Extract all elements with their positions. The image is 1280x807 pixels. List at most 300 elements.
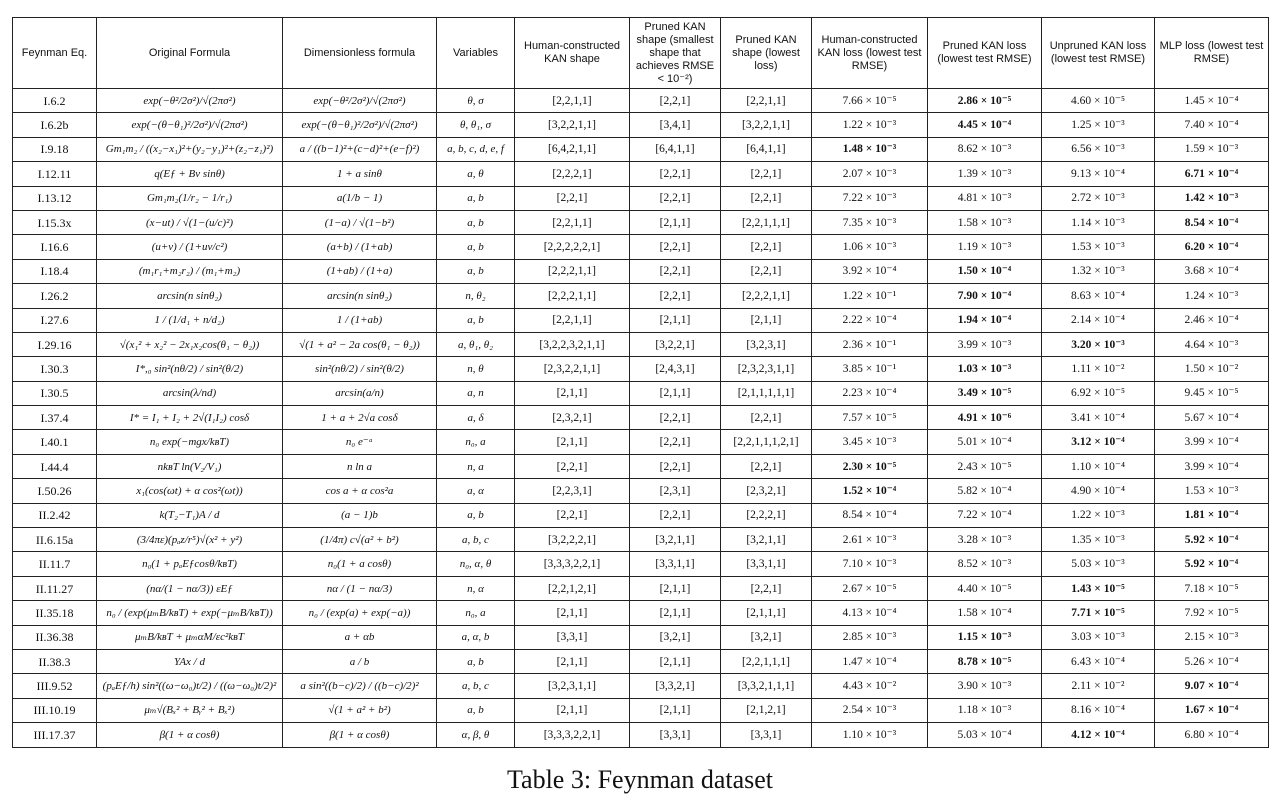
original-formula-cell: (m₁r₁+m₂r₂) / (m₁+m₂) — [97, 259, 283, 283]
feynman-eq-cell: II.35.18 — [13, 601, 97, 625]
pruned-kan-shape-lowest-cell: [2,2,1] — [721, 259, 812, 283]
feynman-eq-cell: I.26.2 — [13, 284, 97, 308]
pruned-kan-shape-lowest-cell: [2,3,2,1] — [721, 479, 812, 503]
original-formula-cell: μₘB/kʙT + μₘαM/εc²kʙT — [97, 625, 283, 649]
dimensionless-formula-cell: (1/4π) c√(a² + b²) — [283, 528, 437, 552]
dimensionless-formula-cell: 1 + a + 2√a cosδ — [283, 406, 437, 430]
pruned-kan-shape-lowest-cell: [2,2,2,1] — [721, 503, 812, 527]
feynman-eq-cell: III.17.37 — [13, 723, 97, 747]
unpruned-kan-loss-cell: 3.03 × 10⁻³ — [1042, 625, 1155, 649]
pruned-kan-shape-smallest-cell: [2,2,1] — [630, 89, 721, 113]
original-formula-cell: exp(−θ²/2σ²)/√(2πσ²) — [97, 89, 283, 113]
human-kan-shape-cell: [2,2,1] — [515, 503, 630, 527]
unpruned-kan-loss-cell: 5.03 × 10⁻³ — [1042, 552, 1155, 576]
pruned-kan-loss-cell: 1.15 × 10⁻³ — [928, 625, 1042, 649]
pruned-kan-loss-cell: 1.58 × 10⁻³ — [928, 210, 1042, 234]
feynman-eq-cell: II.11.27 — [13, 576, 97, 600]
original-formula-cell: (x−ut) / √(1−(u/c)²) — [97, 210, 283, 234]
mlp-loss-cell: 5.92 × 10⁻⁴ — [1155, 528, 1269, 552]
dimensionless-formula-cell: (1−a) / √(1−b²) — [283, 210, 437, 234]
table-caption: Table 3: Feynman dataset — [506, 765, 774, 794]
human-kan-loss-cell: 1.52 × 10⁻⁴ — [812, 479, 928, 503]
human-kan-shape-cell: [2,3,2,1] — [515, 406, 630, 430]
dimensionless-formula-cell: (a − 1)b — [283, 503, 437, 527]
pruned-kan-shape-smallest-cell: [6,4,1,1] — [630, 137, 721, 161]
dimensionless-formula-cell: 1 / (1+ab) — [283, 308, 437, 332]
table-row — [13, 235, 1269, 259]
unpruned-kan-loss-cell: 1.53 × 10⁻³ — [1042, 235, 1155, 259]
pruned-kan-shape-lowest-cell: [3,3,1] — [721, 723, 812, 747]
original-formula-cell: YAx / d — [97, 649, 283, 673]
table-row — [13, 284, 1269, 308]
human-kan-shape-cell: [2,2,1,1] — [515, 210, 630, 234]
header-pruned-kan-shape-smallest: Pruned KAN shape (smallest shape that achieves RMSE < 10⁻²) — [630, 18, 721, 89]
mlp-loss-cell: 1.24 × 10⁻³ — [1155, 284, 1269, 308]
feynman-eq-cell: II.2.42 — [13, 503, 97, 527]
unpruned-kan-loss-cell: 4.90 × 10⁻⁴ — [1042, 479, 1155, 503]
human-kan-loss-cell: 7.10 × 10⁻³ — [812, 552, 928, 576]
table-row — [13, 601, 1269, 625]
pruned-kan-loss-cell: 2.43 × 10⁻⁵ — [928, 454, 1042, 478]
original-formula-cell: (3/4πε)(pₐz/r⁵)√(x² + y²) — [97, 528, 283, 552]
unpruned-kan-loss-cell: 1.22 × 10⁻³ — [1042, 503, 1155, 527]
human-kan-shape-cell: [3,2,2,1,1] — [515, 113, 630, 137]
feynman-eq-cell: I.40.1 — [13, 430, 97, 454]
human-kan-shape-cell: [2,1,1] — [515, 601, 630, 625]
table-row — [13, 674, 1269, 698]
human-kan-loss-cell: 2.54 × 10⁻³ — [812, 698, 928, 722]
table-container — [12, 17, 1268, 748]
dimensionless-formula-cell: exp(−(θ−θ₁)²/2σ²)/√(2πσ²) — [283, 113, 437, 137]
unpruned-kan-loss-cell: 6.56 × 10⁻³ — [1042, 137, 1155, 161]
human-kan-loss-cell: 2.30 × 10⁻⁵ — [812, 454, 928, 478]
feynman-eq-cell: I.12.11 — [13, 162, 97, 186]
variables-cell: a, δ — [437, 406, 515, 430]
pruned-kan-shape-smallest-cell: [2,2,1] — [630, 430, 721, 454]
header-pruned-kan-shape-lowest: Pruned KAN shape (lowest loss) — [721, 18, 812, 89]
feynman-eq-cell: I.30.3 — [13, 357, 97, 381]
table-row — [13, 137, 1269, 161]
unpruned-kan-loss-cell: 1.35 × 10⁻³ — [1042, 528, 1155, 552]
variables-cell: a, n — [437, 381, 515, 405]
unpruned-kan-loss-cell: 2.72 × 10⁻³ — [1042, 186, 1155, 210]
original-formula-cell: β(1 + α cosθ) — [97, 723, 283, 747]
pruned-kan-loss-cell: 1.39 × 10⁻³ — [928, 162, 1042, 186]
pruned-kan-shape-smallest-cell: [3,3,1] — [630, 723, 721, 747]
feynman-eq-cell: I.50.26 — [13, 479, 97, 503]
table-row — [13, 576, 1269, 600]
human-kan-loss-cell: 2.22 × 10⁻⁴ — [812, 308, 928, 332]
variables-cell: a, b — [437, 698, 515, 722]
dimensionless-formula-cell: n₀ e⁻ᵃ — [283, 430, 437, 454]
mlp-loss-cell: 4.64 × 10⁻³ — [1155, 332, 1269, 356]
human-kan-shape-cell: [2,2,2,1,1] — [515, 259, 630, 283]
pruned-kan-shape-smallest-cell: [3,2,1] — [630, 625, 721, 649]
mlp-loss-cell: 1.50 × 10⁻² — [1155, 357, 1269, 381]
feynman-eq-cell: I.27.6 — [13, 308, 97, 332]
table-row — [13, 162, 1269, 186]
unpruned-kan-loss-cell: 8.16 × 10⁻⁴ — [1042, 698, 1155, 722]
dimensionless-formula-cell: exp(−θ²/2σ²)/√(2πσ²) — [283, 89, 437, 113]
pruned-kan-shape-smallest-cell: [2,1,1] — [630, 381, 721, 405]
pruned-kan-shape-smallest-cell: [2,2,1] — [630, 503, 721, 527]
pruned-kan-loss-cell: 7.22 × 10⁻⁴ — [928, 503, 1042, 527]
table-row — [13, 430, 1269, 454]
human-kan-loss-cell: 2.36 × 10⁻¹ — [812, 332, 928, 356]
unpruned-kan-loss-cell: 9.13 × 10⁻⁴ — [1042, 162, 1155, 186]
human-kan-loss-cell: 1.10 × 10⁻³ — [812, 723, 928, 747]
variables-cell: n₀, a — [437, 601, 515, 625]
mlp-loss-cell: 1.67 × 10⁻⁴ — [1155, 698, 1269, 722]
variables-cell: n, θ₂ — [437, 284, 515, 308]
header-pruned-kan-loss: Pruned KAN loss (lowest test RMSE) — [928, 18, 1042, 89]
human-kan-loss-cell: 2.07 × 10⁻³ — [812, 162, 928, 186]
table-row — [13, 454, 1269, 478]
table-body — [13, 89, 1269, 748]
human-kan-shape-cell: [2,1,1] — [515, 430, 630, 454]
unpruned-kan-loss-cell: 6.43 × 10⁻⁴ — [1042, 649, 1155, 673]
original-formula-cell: n₀ / (exp(μₘB/kʙT) + exp(−μₘB/kʙT)) — [97, 601, 283, 625]
mlp-loss-cell: 6.80 × 10⁻⁴ — [1155, 723, 1269, 747]
table-row — [13, 210, 1269, 234]
pruned-kan-loss-cell: 4.40 × 10⁻⁵ — [928, 576, 1042, 600]
dimensionless-formula-cell: n₀(1 + a cosθ) — [283, 552, 437, 576]
pruned-kan-shape-lowest-cell: [2,2,1] — [721, 186, 812, 210]
table-row — [13, 381, 1269, 405]
dimensionless-formula-cell: a sin²((b−c)/2) / ((b−c)/2)² — [283, 674, 437, 698]
human-kan-shape-cell: [3,2,2,3,2,1,1] — [515, 332, 630, 356]
human-kan-loss-cell: 2.23 × 10⁻⁴ — [812, 381, 928, 405]
feynman-eq-cell: II.11.7 — [13, 552, 97, 576]
original-formula-cell: arcsin(n sinθ₂) — [97, 284, 283, 308]
header-unpruned-kan-loss: Unpruned KAN loss (lowest test RMSE) — [1042, 18, 1155, 89]
pruned-kan-shape-smallest-cell: [2,2,1] — [630, 284, 721, 308]
unpruned-kan-loss-cell: 2.14 × 10⁻⁴ — [1042, 308, 1155, 332]
pruned-kan-loss-cell: 5.82 × 10⁻⁴ — [928, 479, 1042, 503]
human-kan-shape-cell: [2,2,1,1] — [515, 308, 630, 332]
feynman-eq-cell: II.38.3 — [13, 649, 97, 673]
human-kan-shape-cell: [3,3,1] — [515, 625, 630, 649]
mlp-loss-cell: 6.71 × 10⁻⁴ — [1155, 162, 1269, 186]
original-formula-cell: (nα/(1 − nα/3)) εEƒ — [97, 576, 283, 600]
human-kan-loss-cell: 1.06 × 10⁻³ — [812, 235, 928, 259]
variables-cell: a, α — [437, 479, 515, 503]
feynman-eq-cell: I.16.6 — [13, 235, 97, 259]
human-kan-shape-cell: [2,2,2,1] — [515, 162, 630, 186]
human-kan-loss-cell: 2.85 × 10⁻³ — [812, 625, 928, 649]
mlp-loss-cell: 5.92 × 10⁻⁴ — [1155, 552, 1269, 576]
human-kan-shape-cell: [2,1,1] — [515, 649, 630, 673]
human-kan-shape-cell: [2,1,1] — [515, 698, 630, 722]
unpruned-kan-loss-cell: 7.71 × 10⁻⁵ — [1042, 601, 1155, 625]
dimensionless-formula-cell: a / ((b−1)²+(c−d)²+(e−f)²) — [283, 137, 437, 161]
mlp-loss-cell: 2.46 × 10⁻⁴ — [1155, 308, 1269, 332]
pruned-kan-loss-cell: 1.19 × 10⁻³ — [928, 235, 1042, 259]
human-kan-loss-cell: 1.48 × 10⁻³ — [812, 137, 928, 161]
original-formula-cell: q(Eƒ + Bv sinθ) — [97, 162, 283, 186]
pruned-kan-loss-cell: 2.86 × 10⁻⁵ — [928, 89, 1042, 113]
dimensionless-formula-cell: nα / (1 − nα/3) — [283, 576, 437, 600]
pruned-kan-shape-smallest-cell: [2,2,1] — [630, 259, 721, 283]
pruned-kan-shape-smallest-cell: [3,3,1,1] — [630, 552, 721, 576]
header-row — [13, 18, 1269, 89]
unpruned-kan-loss-cell: 6.92 × 10⁻⁵ — [1042, 381, 1155, 405]
variables-cell: a, b — [437, 649, 515, 673]
feynman-eq-cell: II.6.15a — [13, 528, 97, 552]
variables-cell: a, b — [437, 259, 515, 283]
human-kan-loss-cell: 4.43 × 10⁻² — [812, 674, 928, 698]
human-kan-shape-cell: [2,2,3,1] — [515, 479, 630, 503]
pruned-kan-loss-cell: 8.62 × 10⁻³ — [928, 137, 1042, 161]
header-variables: Variables — [437, 18, 515, 89]
unpruned-kan-loss-cell: 1.32 × 10⁻³ — [1042, 259, 1155, 283]
original-formula-cell: I*,₀ sin²(nθ/2) / sin²(θ/2) — [97, 357, 283, 381]
dimensionless-formula-cell: (1+ab) / (1+a) — [283, 259, 437, 283]
original-formula-cell: exp(−(θ−θ₁)²/2σ²)/√(2πσ²) — [97, 113, 283, 137]
table-row — [13, 552, 1269, 576]
pruned-kan-loss-cell: 4.91 × 10⁻⁶ — [928, 406, 1042, 430]
human-kan-loss-cell: 1.22 × 10⁻³ — [812, 113, 928, 137]
pruned-kan-loss-cell: 5.03 × 10⁻⁴ — [928, 723, 1042, 747]
variables-cell: a, b — [437, 210, 515, 234]
original-formula-cell: n₀ exp(−mgx/kʙT) — [97, 430, 283, 454]
header-original-formula: Original Formula — [97, 18, 283, 89]
variables-cell: a, θ — [437, 162, 515, 186]
mlp-loss-cell: 3.99 × 10⁻⁴ — [1155, 454, 1269, 478]
pruned-kan-shape-lowest-cell: [2,2,2,1,1] — [721, 284, 812, 308]
unpruned-kan-loss-cell: 8.63 × 10⁻⁴ — [1042, 284, 1155, 308]
human-kan-loss-cell: 7.57 × 10⁻⁵ — [812, 406, 928, 430]
pruned-kan-loss-cell: 4.81 × 10⁻³ — [928, 186, 1042, 210]
pruned-kan-shape-lowest-cell: [6,4,1,1] — [721, 137, 812, 161]
pruned-kan-shape-lowest-cell: [2,2,1] — [721, 162, 812, 186]
human-kan-loss-cell: 8.54 × 10⁻⁴ — [812, 503, 928, 527]
pruned-kan-shape-smallest-cell: [2,1,1] — [630, 210, 721, 234]
pruned-kan-loss-cell: 8.78 × 10⁻⁵ — [928, 649, 1042, 673]
human-kan-loss-cell: 2.67 × 10⁻⁵ — [812, 576, 928, 600]
dimensionless-formula-cell: cos a + α cos²a — [283, 479, 437, 503]
original-formula-cell: n₀(1 + pₐEƒcosθ/kʙT) — [97, 552, 283, 576]
pruned-kan-shape-lowest-cell: [3,2,1] — [721, 625, 812, 649]
mlp-loss-cell: 1.59 × 10⁻³ — [1155, 137, 1269, 161]
unpruned-kan-loss-cell: 4.12 × 10⁻⁴ — [1042, 723, 1155, 747]
pruned-kan-loss-cell: 1.03 × 10⁻³ — [928, 357, 1042, 381]
pruned-kan-loss-cell: 5.01 × 10⁻⁴ — [928, 430, 1042, 454]
variables-cell: α, β, θ — [437, 723, 515, 747]
human-kan-loss-cell: 7.66 × 10⁻⁵ — [812, 89, 928, 113]
dimensionless-formula-cell: β(1 + α cosθ) — [283, 723, 437, 747]
feynman-table — [12, 17, 1269, 748]
pruned-kan-loss-cell: 1.18 × 10⁻³ — [928, 698, 1042, 722]
pruned-kan-loss-cell: 4.45 × 10⁻⁴ — [928, 113, 1042, 137]
original-formula-cell: Gm₁m₂(1/r₂ − 1/r₁) — [97, 186, 283, 210]
table-row — [13, 89, 1269, 113]
feynman-eq-cell: I.6.2 — [13, 89, 97, 113]
mlp-loss-cell: 1.45 × 10⁻⁴ — [1155, 89, 1269, 113]
variables-cell: a, b, c — [437, 674, 515, 698]
pruned-kan-loss-cell: 1.58 × 10⁻⁴ — [928, 601, 1042, 625]
feynman-eq-cell: I.44.4 — [13, 454, 97, 478]
mlp-loss-cell: 5.67 × 10⁻⁴ — [1155, 406, 1269, 430]
pruned-kan-shape-smallest-cell: [2,1,1] — [630, 698, 721, 722]
pruned-kan-shape-lowest-cell: [3,2,3,1] — [721, 332, 812, 356]
pruned-kan-loss-cell: 3.99 × 10⁻³ — [928, 332, 1042, 356]
dimensionless-formula-cell: a + αb — [283, 625, 437, 649]
pruned-kan-shape-smallest-cell: [2,2,1] — [630, 235, 721, 259]
human-kan-loss-cell: 4.13 × 10⁻⁴ — [812, 601, 928, 625]
table-row — [13, 357, 1269, 381]
pruned-kan-shape-smallest-cell: [2,1,1] — [630, 649, 721, 673]
variables-cell: a, α, b — [437, 625, 515, 649]
original-formula-cell: x₁(cos(ωt) + α cos²(ωt)) — [97, 479, 283, 503]
human-kan-loss-cell: 3.92 × 10⁻⁴ — [812, 259, 928, 283]
human-kan-loss-cell: 3.45 × 10⁻³ — [812, 430, 928, 454]
mlp-loss-cell: 9.07 × 10⁻⁴ — [1155, 674, 1269, 698]
unpruned-kan-loss-cell: 1.10 × 10⁻⁴ — [1042, 454, 1155, 478]
header-mlp-loss: MLP loss (lowest test RMSE) — [1155, 18, 1269, 89]
dimensionless-formula-cell: √(1 + a² + b²) — [283, 698, 437, 722]
pruned-kan-loss-cell: 1.50 × 10⁻⁴ — [928, 259, 1042, 283]
table-row — [13, 259, 1269, 283]
dimensionless-formula-cell: (a+b) / (1+ab) — [283, 235, 437, 259]
header-human-kan-loss: Human-constructed KAN loss (lowest test RMSE) — [812, 18, 928, 89]
dimensionless-formula-cell: 1 + a sinθ — [283, 162, 437, 186]
variables-cell: a, b, c — [437, 528, 515, 552]
unpruned-kan-loss-cell: 1.25 × 10⁻³ — [1042, 113, 1155, 137]
header-human-kan-shape: Human-constructed KAN shape — [515, 18, 630, 89]
pruned-kan-shape-lowest-cell: [2,2,1] — [721, 454, 812, 478]
table-row — [13, 649, 1269, 673]
feynman-eq-cell: I.9.18 — [13, 137, 97, 161]
pruned-kan-shape-smallest-cell: [3,2,1,1] — [630, 528, 721, 552]
original-formula-cell: I* = I₁ + I₂ + 2√(I₁I₂) cosδ — [97, 406, 283, 430]
mlp-loss-cell: 7.92 × 10⁻⁵ — [1155, 601, 1269, 625]
dimensionless-formula-cell: √(1 + a² − 2a cos(θ₁ − θ₂)) — [283, 332, 437, 356]
feynman-eq-cell: I.30.5 — [13, 381, 97, 405]
header-dimensionless-formula: Dimensionless formula — [283, 18, 437, 89]
original-formula-cell: (u+v) / (1+uv/c²) — [97, 235, 283, 259]
pruned-kan-loss-cell: 1.94 × 10⁻⁴ — [928, 308, 1042, 332]
human-kan-shape-cell: [2,1,1] — [515, 381, 630, 405]
human-kan-shape-cell: [2,3,2,2,1,1] — [515, 357, 630, 381]
pruned-kan-shape-smallest-cell: [2,2,1] — [630, 454, 721, 478]
feynman-eq-cell: I.37.4 — [13, 406, 97, 430]
feynman-eq-cell: I.13.12 — [13, 186, 97, 210]
table-row — [13, 625, 1269, 649]
mlp-loss-cell: 7.18 × 10⁻⁵ — [1155, 576, 1269, 600]
pruned-kan-shape-lowest-cell: [3,3,2,1,1,1] — [721, 674, 812, 698]
unpruned-kan-loss-cell: 4.60 × 10⁻⁵ — [1042, 89, 1155, 113]
table-row — [13, 723, 1269, 747]
dimensionless-formula-cell: n ln a — [283, 454, 437, 478]
original-formula-cell: (pₐEƒ/h) sin²((ω−ω₀)t/2) / ((ω−ω₀)t/2)² — [97, 674, 283, 698]
human-kan-shape-cell: [3,2,3,1,1] — [515, 674, 630, 698]
human-kan-shape-cell: [3,3,3,2,2,1] — [515, 552, 630, 576]
variables-cell: n₀, a — [437, 430, 515, 454]
pruned-kan-shape-lowest-cell: [2,2,1] — [721, 576, 812, 600]
original-formula-cell: √(x₁² + x₂² − 2x₁x₂cos(θ₁ − θ₂)) — [97, 332, 283, 356]
mlp-loss-cell: 1.81 × 10⁻⁴ — [1155, 503, 1269, 527]
mlp-loss-cell: 3.68 × 10⁻⁴ — [1155, 259, 1269, 283]
pruned-kan-loss-cell: 3.28 × 10⁻³ — [928, 528, 1042, 552]
pruned-kan-shape-smallest-cell: [2,2,1] — [630, 162, 721, 186]
pruned-kan-shape-lowest-cell: [3,2,2,1,1] — [721, 113, 812, 137]
feynman-eq-cell: II.36.38 — [13, 625, 97, 649]
mlp-loss-cell: 9.45 × 10⁻⁵ — [1155, 381, 1269, 405]
mlp-loss-cell: 1.53 × 10⁻³ — [1155, 479, 1269, 503]
unpruned-kan-loss-cell: 2.11 × 10⁻² — [1042, 674, 1155, 698]
pruned-kan-shape-smallest-cell: [3,4,1] — [630, 113, 721, 137]
pruned-kan-loss-cell: 7.90 × 10⁻⁴ — [928, 284, 1042, 308]
pruned-kan-shape-lowest-cell: [2,1,1,1,1,1] — [721, 381, 812, 405]
human-kan-shape-cell: [2,2,1,1] — [515, 89, 630, 113]
variables-cell: a, θ₁, θ₂ — [437, 332, 515, 356]
mlp-loss-cell: 6.20 × 10⁻⁴ — [1155, 235, 1269, 259]
human-kan-shape-cell: [3,2,2,2,1] — [515, 528, 630, 552]
pruned-kan-shape-smallest-cell: [2,1,1] — [630, 308, 721, 332]
feynman-eq-cell: I.18.4 — [13, 259, 97, 283]
pruned-kan-shape-lowest-cell: [2,1,1,1] — [721, 601, 812, 625]
table-row — [13, 503, 1269, 527]
dimensionless-formula-cell: arcsin(a/n) — [283, 381, 437, 405]
unpruned-kan-loss-cell: 1.11 × 10⁻² — [1042, 357, 1155, 381]
pruned-kan-loss-cell: 3.90 × 10⁻³ — [928, 674, 1042, 698]
table-row — [13, 406, 1269, 430]
pruned-kan-shape-lowest-cell: [2,2,1,1,1] — [721, 649, 812, 673]
human-kan-loss-cell: 3.85 × 10⁻¹ — [812, 357, 928, 381]
unpruned-kan-loss-cell: 3.20 × 10⁻³ — [1042, 332, 1155, 356]
dimensionless-formula-cell: a(1/b − 1) — [283, 186, 437, 210]
variables-cell: a, b — [437, 503, 515, 527]
header-feynman-eq: Feynman Eq. — [13, 18, 97, 89]
human-kan-loss-cell: 1.22 × 10⁻¹ — [812, 284, 928, 308]
unpruned-kan-loss-cell: 1.14 × 10⁻³ — [1042, 210, 1155, 234]
pruned-kan-shape-lowest-cell: [2,3,2,3,1,1] — [721, 357, 812, 381]
feynman-eq-cell: I.6.2b — [13, 113, 97, 137]
feynman-eq-cell: I.15.3x — [13, 210, 97, 234]
original-formula-cell: Gm₁m₂ / ((x₂−x₁)²+(y₂−y₁)²+(z₂−z₁)²) — [97, 137, 283, 161]
table-row — [13, 113, 1269, 137]
original-formula-cell: k(T₂−T₁)A / d — [97, 503, 283, 527]
variables-cell: n, a — [437, 454, 515, 478]
pruned-kan-shape-smallest-cell: [2,2,1] — [630, 186, 721, 210]
variables-cell: a, b — [437, 308, 515, 332]
human-kan-shape-cell: [2,2,1] — [515, 454, 630, 478]
human-kan-shape-cell: [3,3,3,2,2,1] — [515, 723, 630, 747]
human-kan-loss-cell: 2.61 × 10⁻³ — [812, 528, 928, 552]
human-kan-loss-cell: 7.22 × 10⁻³ — [812, 186, 928, 210]
variables-cell: θ, θ₁, σ — [437, 113, 515, 137]
pruned-kan-shape-smallest-cell: [3,2,2,1] — [630, 332, 721, 356]
table-row — [13, 332, 1269, 356]
original-formula-cell: nkʙT ln(V₂/V₁) — [97, 454, 283, 478]
variables-cell: a, b — [437, 235, 515, 259]
mlp-loss-cell: 7.40 × 10⁻⁴ — [1155, 113, 1269, 137]
dimensionless-formula-cell: n₀ / (exp(a) + exp(−a)) — [283, 601, 437, 625]
human-kan-shape-cell: [2,2,2,1,1] — [515, 284, 630, 308]
human-kan-shape-cell: [2,2,2,2,2,1] — [515, 235, 630, 259]
original-formula-cell: μₘ√(Bₓ² + Bᵧ² + Bₓ²) — [97, 698, 283, 722]
pruned-kan-shape-lowest-cell: [3,2,1,1] — [721, 528, 812, 552]
pruned-kan-shape-lowest-cell: [2,1,1] — [721, 308, 812, 332]
pruned-kan-shape-lowest-cell: [2,1,2,1] — [721, 698, 812, 722]
pruned-kan-shape-smallest-cell: [3,3,2,1] — [630, 674, 721, 698]
human-kan-shape-cell: [6,4,2,1,1] — [515, 137, 630, 161]
human-kan-shape-cell: [2,2,1,2,1] — [515, 576, 630, 600]
mlp-loss-cell: 3.99 × 10⁻⁴ — [1155, 430, 1269, 454]
variables-cell: n, α — [437, 576, 515, 600]
human-kan-shape-cell: [2,2,1] — [515, 186, 630, 210]
